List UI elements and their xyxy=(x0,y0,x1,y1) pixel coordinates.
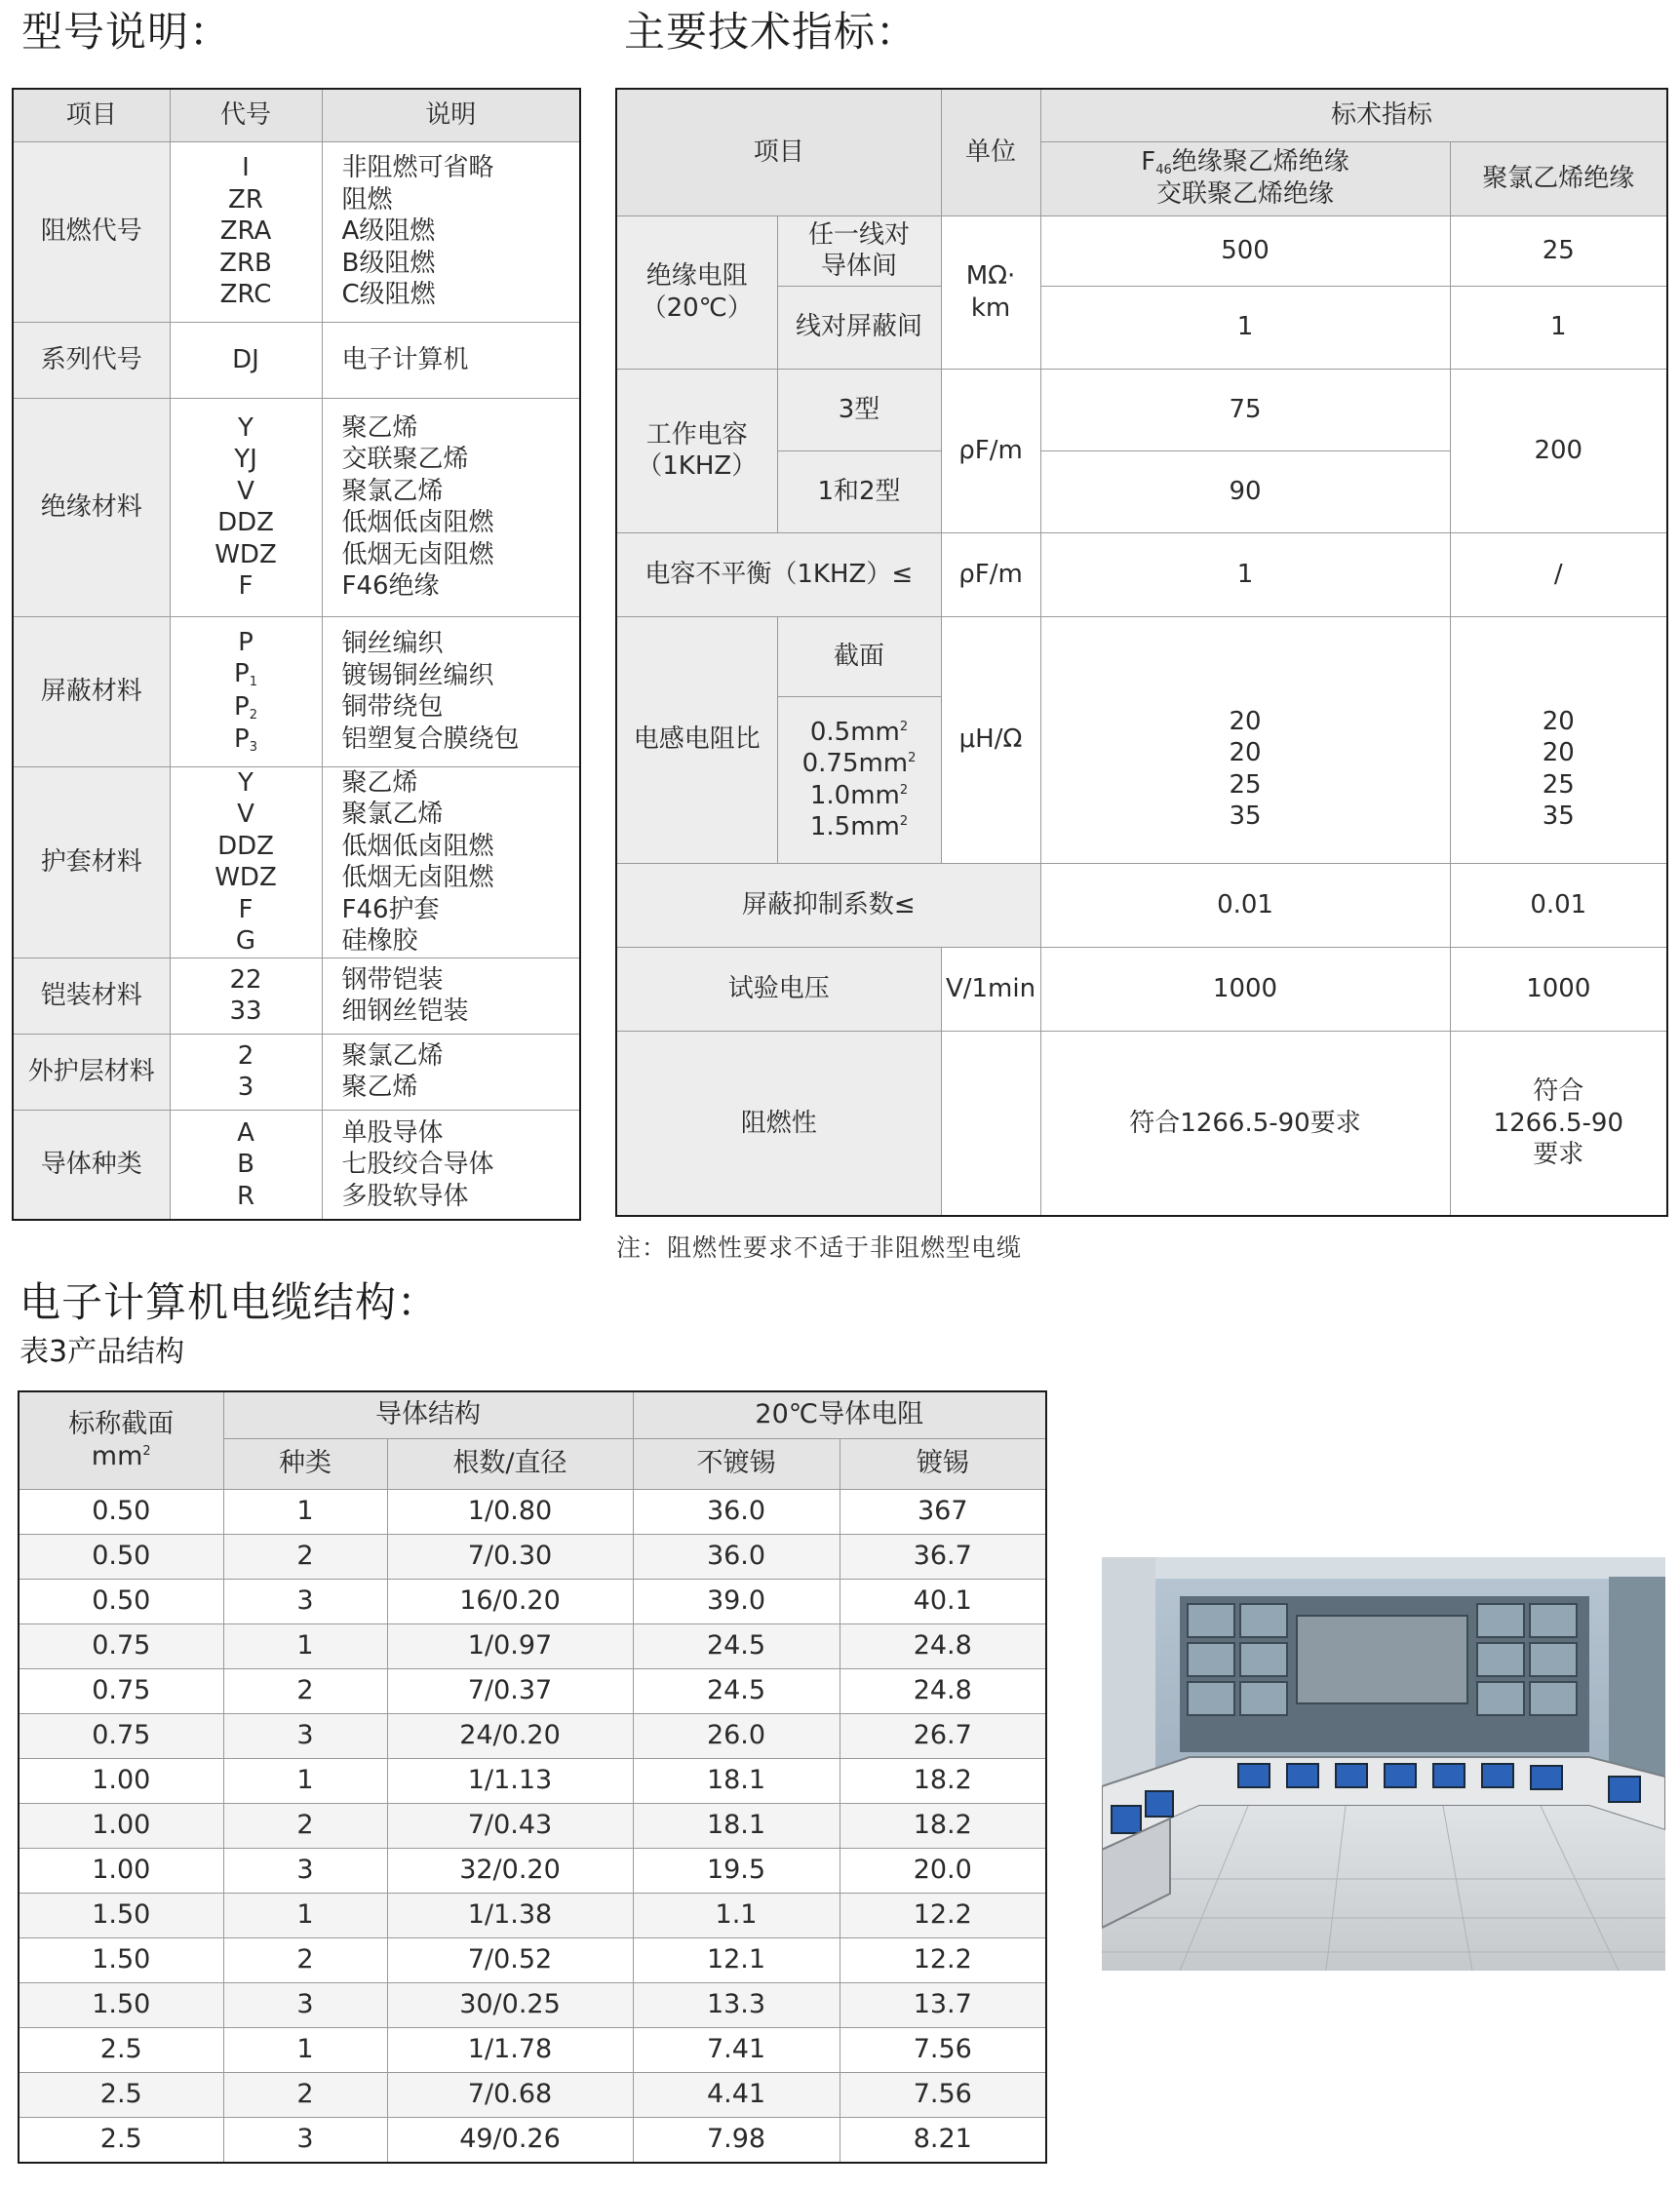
section-cell: 0.75 xyxy=(19,1623,223,1668)
capacitance-unit: ρF/m xyxy=(941,369,1040,532)
model-row xyxy=(13,1034,580,1110)
plain-resistance-cell: 39.0 xyxy=(633,1579,840,1623)
struct-header-count: 根数/直径 xyxy=(387,1438,633,1489)
count-cell: 7/0.30 xyxy=(387,1534,633,1579)
section-cell: 2.5 xyxy=(19,2117,223,2163)
model-row xyxy=(13,616,580,766)
model-header-item: 项目 xyxy=(13,89,170,141)
plain-resistance-cell: 12.1 xyxy=(633,1937,840,1982)
tinned-resistance-cell: 7.56 xyxy=(840,2027,1046,2072)
shield-va: 0.01 xyxy=(1040,863,1450,947)
plain-resistance-cell: 18.1 xyxy=(633,1803,840,1848)
tinned-resistance-cell: 24.8 xyxy=(840,1623,1046,1668)
control-room-photo xyxy=(1102,1557,1665,1971)
section-cell: 0.50 xyxy=(19,1534,223,1579)
voltage-va: 1000 xyxy=(1040,947,1450,1031)
structure-row xyxy=(19,2072,1046,2117)
spec-row-flame xyxy=(616,1031,1667,1216)
type-cell: 2 xyxy=(223,1668,387,1713)
count-cell: 7/0.52 xyxy=(387,1937,633,1982)
inductance-label: 电感电阻比 xyxy=(616,616,777,863)
structure-row xyxy=(19,1668,1046,1713)
model-item: 铠装材料 xyxy=(13,958,170,1034)
structure-row xyxy=(19,1534,1046,1579)
unbalance-vb: / xyxy=(1450,532,1667,616)
insulation-v1a: 500 xyxy=(1040,215,1450,286)
flame-unit xyxy=(941,1031,1040,1216)
struct-header-section: 标称截面 $mm^2$ xyxy=(19,1391,223,1489)
spec-row-insulation xyxy=(616,215,1667,286)
structure-row xyxy=(19,1579,1046,1623)
plain-resistance-cell: 36.0 xyxy=(633,1489,840,1534)
inductance-unit: μH/Ω xyxy=(941,616,1040,863)
capacitance-v1a: 75 xyxy=(1040,369,1450,450)
model-codes: 22 33 xyxy=(170,958,322,1034)
section-cell: 1.00 xyxy=(19,1848,223,1893)
tinned-resistance-cell: 12.2 xyxy=(840,1893,1046,1937)
tinned-resistance-cell: 18.2 xyxy=(840,1758,1046,1803)
spec-header-index: 标术指标 xyxy=(1040,89,1667,141)
insulation-sub1: 任一线对 导体间 xyxy=(777,215,941,286)
type-cell: 2 xyxy=(223,2072,387,2117)
struct-header-tinned: 镀锡 xyxy=(840,1438,1046,1489)
structure-row xyxy=(19,1937,1046,1982)
type-cell: 3 xyxy=(223,1579,387,1623)
plain-resistance-cell: 7.98 xyxy=(633,2117,840,2163)
tinned-resistance-cell: 367 xyxy=(840,1489,1046,1534)
tinned-resistance-cell: 26.7 xyxy=(840,1713,1046,1758)
insulation-unit: MΩ· km xyxy=(941,215,1040,369)
flame-vb: 符合 1266.5-90 要求 xyxy=(1450,1031,1667,1216)
inductance-sub-header: 截面 xyxy=(777,616,941,696)
spec-header-col1: $F_{46}$绝缘聚乙烯绝缘 交联聚乙烯绝缘 xyxy=(1040,141,1450,215)
model-desc: 钢带铠装 细钢丝铠装 xyxy=(322,958,580,1034)
model-row xyxy=(13,958,580,1034)
capacitance-vb: 200 xyxy=(1450,369,1667,532)
unbalance-va: 1 xyxy=(1040,532,1450,616)
model-row xyxy=(13,766,580,958)
unbalance-label: 电容不平衡（1KHZ）≤ xyxy=(616,532,941,616)
tinned-resistance-cell: 18.2 xyxy=(840,1803,1046,1848)
plain-resistance-cell: 13.3 xyxy=(633,1982,840,2027)
inductance-sections: $0.5mm^2$ $0.75mm^2$ $1.0mm^2$ $1.5mm^2$ xyxy=(777,696,941,863)
section-cell: 1.50 xyxy=(19,1893,223,1937)
model-row xyxy=(13,398,580,616)
flame-va: 符合1266.5-90要求 xyxy=(1040,1031,1450,1216)
model-codes: DJ xyxy=(170,322,322,398)
insulation-sub2: 线对屏蔽间 xyxy=(777,286,941,369)
structure-row xyxy=(19,1982,1046,2027)
inductance-va: 20 20 25 35 xyxy=(1040,616,1450,863)
shield-vb: 0.01 xyxy=(1450,863,1667,947)
model-desc: 单股导体 七股绞合导体 多股软导体 xyxy=(322,1110,580,1220)
type-cell: 2 xyxy=(223,1803,387,1848)
plain-resistance-cell: 19.5 xyxy=(633,1848,840,1893)
tinned-resistance-cell: 40.1 xyxy=(840,1579,1046,1623)
structure-row xyxy=(19,1758,1046,1803)
structure-row xyxy=(19,1713,1046,1758)
spec-row-inductance xyxy=(616,616,1667,696)
count-cell: 1/0.80 xyxy=(387,1489,633,1534)
type-cell: 3 xyxy=(223,1982,387,2027)
section-cell: 1.50 xyxy=(19,1982,223,2027)
struct-header-conductor: 导体结构 xyxy=(223,1391,633,1438)
tinned-resistance-cell: 8.21 xyxy=(840,2117,1046,2163)
voltage-label: 试验电压 xyxy=(616,947,941,1031)
flame-label: 阻燃性 xyxy=(616,1031,941,1216)
capacitance-sub2: 1和2型 xyxy=(777,450,941,532)
model-desc: 非阻燃可省略 阻燃 A级阻燃 B级阻燃 C级阻燃 xyxy=(322,141,580,322)
structure-table xyxy=(18,1390,1047,2164)
model-codes: 2 3 xyxy=(170,1034,322,1110)
model-item: 系列代号 xyxy=(13,322,170,398)
model-item: 屏蔽材料 xyxy=(13,616,170,766)
count-cell: 7/0.68 xyxy=(387,2072,633,2117)
model-row xyxy=(13,141,580,322)
tinned-resistance-cell: 24.8 xyxy=(840,1668,1046,1713)
model-item: 阻燃代号 xyxy=(13,141,170,322)
insulation-label: 绝缘电阻 （20℃） xyxy=(616,215,777,369)
tinned-resistance-cell: 36.7 xyxy=(840,1534,1046,1579)
type-cell: 1 xyxy=(223,1623,387,1668)
model-item: 绝缘材料 xyxy=(13,398,170,616)
type-cell: 2 xyxy=(223,1937,387,1982)
model-desc: 聚氯乙烯 聚乙烯 xyxy=(322,1034,580,1110)
model-desc: 聚乙烯 聚氯乙烯 低烟低卤阻燃 低烟无卤阻燃 F46护套 硅橡胶 xyxy=(322,766,580,958)
spec-table xyxy=(615,88,1668,1217)
plain-resistance-cell: 1.1 xyxy=(633,1893,840,1937)
count-cell: 1/1.38 xyxy=(387,1893,633,1937)
section-cell: 1.00 xyxy=(19,1803,223,1848)
type-cell: 3 xyxy=(223,2117,387,2163)
section-cell: 0.50 xyxy=(19,1579,223,1623)
structure-row xyxy=(19,1623,1046,1668)
structure-row xyxy=(19,2027,1046,2072)
count-cell: 49/0.26 xyxy=(387,2117,633,2163)
model-codes: I ZR ZRA ZRB ZRC xyxy=(170,141,322,322)
spec-header-unit: 单位 xyxy=(941,89,1040,215)
section-cell: 0.75 xyxy=(19,1668,223,1713)
section-cell: 1.50 xyxy=(19,1937,223,1982)
type-cell: 3 xyxy=(223,1713,387,1758)
model-item: 外护层材料 xyxy=(13,1034,170,1110)
plain-resistance-cell: 26.0 xyxy=(633,1713,840,1758)
tinned-resistance-cell: 12.2 xyxy=(840,1937,1046,1982)
type-cell: 3 xyxy=(223,1848,387,1893)
plain-resistance-cell: 18.1 xyxy=(633,1758,840,1803)
count-cell: 1/0.97 xyxy=(387,1623,633,1668)
model-codes: Y V DDZ WDZ F G xyxy=(170,766,322,958)
capacitance-sub1: 3型 xyxy=(777,369,941,450)
count-cell: 7/0.43 xyxy=(387,1803,633,1848)
tinned-resistance-cell: 13.7 xyxy=(840,1982,1046,2027)
insulation-v2a: 1 xyxy=(1040,286,1450,369)
structure-row xyxy=(19,1803,1046,1848)
insulation-v1b: 25 xyxy=(1450,215,1667,286)
model-desc: 聚乙烯 交联聚乙烯 聚氯乙烯 低烟低卤阻燃 低烟无卤阻燃 F46绝缘 xyxy=(322,398,580,616)
plain-resistance-cell: 24.5 xyxy=(633,1668,840,1713)
model-codes: A B R xyxy=(170,1110,322,1220)
type-cell: 2 xyxy=(223,1534,387,1579)
table3-caption: 表3产品结构 xyxy=(20,1335,185,1369)
type-cell: 1 xyxy=(223,1893,387,1937)
capacitance-v2a: 90 xyxy=(1040,450,1450,532)
spec-row-capacitance xyxy=(616,369,1667,450)
unbalance-unit: ρF/m xyxy=(941,532,1040,616)
section-cell: 1.00 xyxy=(19,1758,223,1803)
spec-header-col2: 聚氯乙烯绝缘 xyxy=(1450,141,1667,215)
count-cell: 7/0.37 xyxy=(387,1668,633,1713)
type-cell: 1 xyxy=(223,2027,387,2072)
type-cell: 1 xyxy=(223,1758,387,1803)
plain-resistance-cell: 24.5 xyxy=(633,1623,840,1668)
structure-heading: 电子计算机电缆结构： xyxy=(20,1278,440,1326)
section-cell: 2.5 xyxy=(19,2072,223,2117)
plain-resistance-cell: 4.41 xyxy=(633,2072,840,2117)
count-cell: 1/1.78 xyxy=(387,2027,633,2072)
type-cell: 1 xyxy=(223,1489,387,1534)
model-heading: 型号说明： xyxy=(21,8,232,56)
structure-row xyxy=(19,1848,1046,1893)
struct-header-resistance: 20℃导体电阻 xyxy=(633,1391,1046,1438)
struct-header-plain: 不镀锡 xyxy=(633,1438,840,1489)
count-cell: 16/0.20 xyxy=(387,1579,633,1623)
note-text: 注：阻燃性要求不适于非阻燃型电缆 xyxy=(616,1233,1023,1262)
voltage-unit: V/1min xyxy=(941,947,1040,1031)
count-cell: 24/0.20 xyxy=(387,1713,633,1758)
voltage-vb: 1000 xyxy=(1450,947,1667,1031)
plain-resistance-cell: 7.41 xyxy=(633,2027,840,2072)
plain-resistance-cell: 36.0 xyxy=(633,1534,840,1579)
capacitance-label: 工作电容 （1KHZ） xyxy=(616,369,777,532)
model-desc: 铜丝编织 镀锡铜丝编织 铜带绕包 铝塑复合膜绕包 xyxy=(322,616,580,766)
model-header-desc: 说明 xyxy=(322,89,580,141)
model-table xyxy=(12,88,581,1221)
structure-row xyxy=(19,1489,1046,1534)
count-cell: 1/1.13 xyxy=(387,1758,633,1803)
model-row xyxy=(13,322,580,398)
section-cell: 2.5 xyxy=(19,2027,223,2072)
structure-row xyxy=(19,2117,1046,2163)
model-item: 导体种类 xyxy=(13,1110,170,1220)
tinned-resistance-cell: 7.56 xyxy=(840,2072,1046,2117)
section-cell: 0.75 xyxy=(19,1713,223,1758)
section-cell: 0.50 xyxy=(19,1489,223,1534)
count-cell: 32/0.20 xyxy=(387,1848,633,1893)
model-header-code: 代号 xyxy=(170,89,322,141)
inductance-vb: 20 20 25 35 xyxy=(1450,616,1667,863)
spec-header-item: 项目 xyxy=(616,89,941,215)
structure-row xyxy=(19,1893,1046,1937)
insulation-v2b: 1 xyxy=(1450,286,1667,369)
model-row xyxy=(13,1110,580,1220)
spec-row-shield xyxy=(616,863,1667,947)
spec-row-unbalance xyxy=(616,532,1667,616)
model-codes: P $P_1$ $P_2$ $P_3$ xyxy=(170,616,322,766)
model-item: 护套材料 xyxy=(13,766,170,958)
count-cell: 30/0.25 xyxy=(387,1982,633,2027)
specs-heading: 主要技术指标： xyxy=(624,8,918,56)
struct-header-type: 种类 xyxy=(223,1438,387,1489)
shield-label: 屏蔽抑制系数≤ xyxy=(616,863,1040,947)
model-desc: 电子计算机 xyxy=(322,322,580,398)
tinned-resistance-cell: 20.0 xyxy=(840,1848,1046,1893)
spec-row-voltage xyxy=(616,947,1667,1031)
model-codes: Y YJ V DDZ WDZ F xyxy=(170,398,322,616)
